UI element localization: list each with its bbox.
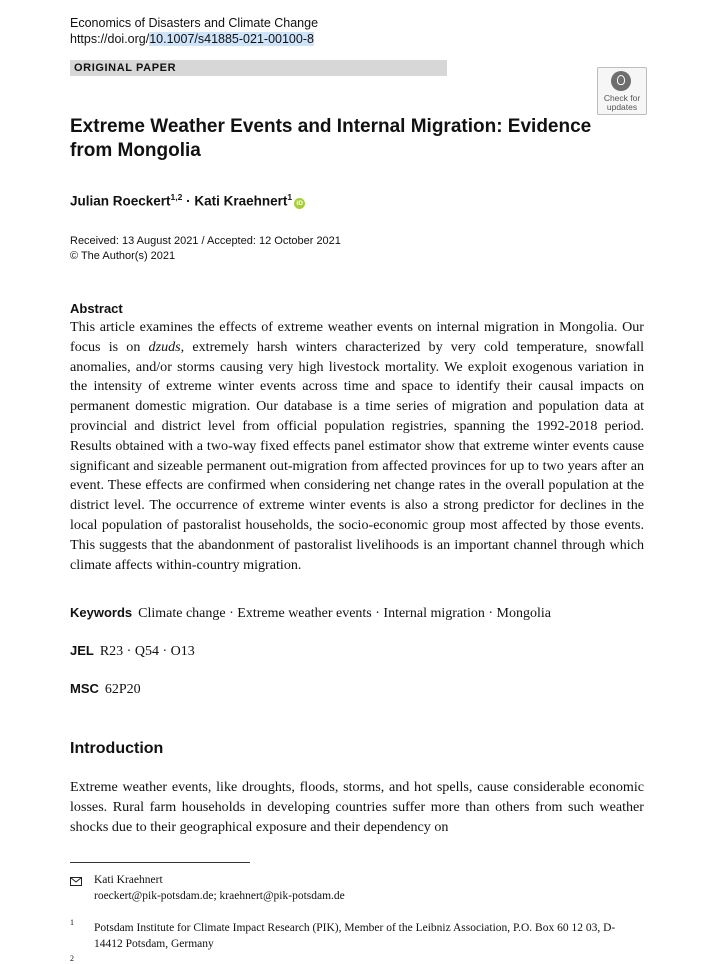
copyright-notice: © The Author(s) 2021 <box>70 250 176 262</box>
badge-line-2: updates <box>606 102 638 112</box>
journal-name: Economics of Disasters and Climate Change <box>70 16 319 30</box>
msc-codes: 62P20 <box>104 682 141 697</box>
abstract-text-part: This article examines the effects of extreme weather events on internal migration in Mongolia. Our focus is on <box>70 319 644 355</box>
jel-label: JEL <box>70 643 94 658</box>
corresponding-author-email[interactable]: roeckert@pik-potsdam.de; kraehnert@pik-potsdam.de <box>94 890 345 902</box>
abstract-body <box>70 318 644 575</box>
envelope-icon <box>70 877 82 886</box>
affiliation-text: Potsdam Institute for Climate Impact Research (PIK), Member of the Leibniz Association, P.O. Box 60 12 03, D-14412 Potsdam, Germany <box>94 922 616 950</box>
doi-prefix: https://doi.org/ <box>70 32 150 46</box>
introduction-heading: Introduction <box>70 740 164 757</box>
keywords-text: Climate change · Extreme weather events · Internal migration · Mongolia <box>138 606 551 621</box>
author-affiliation-mark: 1 <box>287 192 293 202</box>
author-list <box>70 188 305 211</box>
affiliation-number: 2 <box>70 954 74 963</box>
author-affiliation-mark: 1,2 <box>170 192 183 202</box>
author-name[interactable]: Kati Kraehnert <box>194 193 288 209</box>
abstract-heading: Abstract <box>70 301 123 316</box>
msc-label: MSC <box>70 681 99 696</box>
introduction-body: Extreme weather events, like droughts, floods, storms, and hot spells, cause considerable economic losses. Rural farm households in developing countries suffer more than others from such weather shocks due to their geographical exposure and their dependency on <box>70 779 644 835</box>
paper-title: Extreme Weather Events and Internal Migration: Evidence from Mongolia <box>70 116 592 161</box>
received-accepted-dates: Received: 13 August 2021 / Accepted: 12 October 2021 <box>70 235 341 247</box>
jel-line <box>70 642 195 661</box>
badge-line-1: Check for <box>603 93 641 103</box>
check-for-updates-badge[interactable] <box>597 67 647 115</box>
jel-codes: R23 · Q54 · O13 <box>99 644 195 659</box>
affiliation-number: 1 <box>70 918 74 927</box>
abstract-emphasis: dzuds <box>148 338 181 355</box>
author-separator: · <box>182 193 195 209</box>
doi-link[interactable] <box>70 31 314 47</box>
keywords-line <box>70 604 551 623</box>
keywords-label: Keywords <box>70 605 133 620</box>
orcid-icon[interactable]: iD <box>294 198 305 209</box>
corresponding-author-name: Kati Kraehnert <box>94 874 163 886</box>
footnote-divider <box>70 862 250 863</box>
msc-line <box>70 680 141 699</box>
bookmark-icon <box>611 71 631 91</box>
author-name[interactable]: Julian Roeckert <box>70 193 171 209</box>
abstract-text-part: , extremely harsh winters characterized by very cold temperature, snowfall anomalies, and/or storms causing very high livestock mortality. We exploit exogenous variation in the intensity of extreme winter events across time and space to identify their causal impacts on permanent domestic migration. Our database is a time series of migration and population data at provincial and district level from official population registries, spanning the 1992-2018 period. Results obtained with a two-way fixed effects panel estimator show that extreme winter events cause significant and sizeable permanent out-migration from affected provinces for up to two years after an event. These effects are confirmed when considering net change rates in the overall population at the district level. The occurrence of extreme winter events is also a strong predictor for declines in the local population of pastoralist households, the socio-economic group most affected by those events. This suggests that the abandonment of pastoralist livelihoods is an important channel through which climate affects within-country migration. <box>70 338 644 573</box>
doi-selected-text[interactable]: 10.1007/s41885-021-00100-8 <box>149 32 314 46</box>
paper-type-banner: ORIGINAL PAPER <box>70 60 447 76</box>
